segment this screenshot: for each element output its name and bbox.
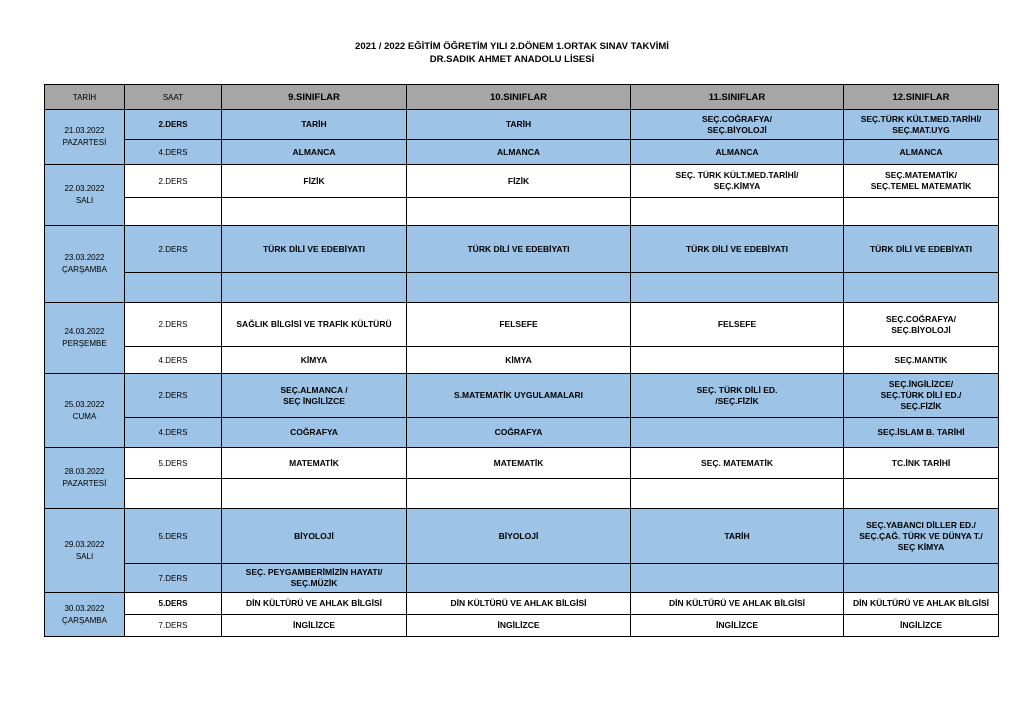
table-row: [45, 615, 999, 637]
exam-subject-c12: SEÇ.YABANCI DİLLER ED./ SEÇ.ÇAĞ. TÜRK VE DÜNYA T./ SEÇ KİMYA: [844, 509, 999, 564]
period-cell: 2.DERS: [125, 226, 222, 273]
date-cell: [45, 303, 125, 374]
period-cell: 4.DERS: [125, 140, 222, 165]
exam-subject-c12: [844, 198, 999, 226]
table-row: [45, 110, 999, 140]
table-row: [45, 593, 999, 615]
exam-date: 21.03.2022: [64, 126, 105, 135]
exam-subject-c10: COĞRAFYA: [407, 418, 631, 448]
exam-subject-c11: SEÇ. MATEMATİK: [631, 448, 844, 479]
exam-schedule-table: [44, 84, 999, 637]
exam-subject-c11: FELSEFE: [631, 303, 844, 347]
exam-subject-c9: MATEMATİK: [222, 448, 407, 479]
exam-subject-c10: KİMYA: [407, 347, 631, 374]
exam-day: SALI: [75, 551, 94, 561]
period-cell: 2.DERS: [125, 110, 222, 140]
table-row: [45, 347, 999, 374]
period-cell: 4.DERS: [125, 418, 222, 448]
header-saat: SAAT: [125, 85, 222, 110]
exam-subject-c10: [407, 479, 631, 509]
table-row: [45, 165, 999, 198]
exam-subject-c12: SEÇ.MANTIK: [844, 347, 999, 374]
period-cell: 4.DERS: [125, 347, 222, 374]
exam-subject-c11: [631, 273, 844, 303]
header-11-siniflar: 11.SINIFLAR: [631, 85, 844, 110]
exam-subject-c9: TARİH: [222, 110, 407, 140]
exam-subject-c10: FİZİK: [407, 165, 631, 198]
exam-subject-c12: İNGİLİZCE: [844, 615, 999, 637]
exam-subject-c11: SEÇ. TÜRK DİLİ ED. /SEÇ.FİZİK: [631, 374, 844, 418]
exam-subject-c12: TC.İNK TARİHİ: [844, 448, 999, 479]
exam-subject-c12: SEÇ.TÜRK KÜLT.MED.TARİHİ/ SEÇ.MAT.UYG: [844, 110, 999, 140]
exam-subject-c9: ALMANCA: [222, 140, 407, 165]
exam-date: 24.03.2022: [64, 327, 105, 336]
period-cell: [125, 273, 222, 303]
document-title: 2021 / 2022 EĞİTİM ÖĞRETİM YILI 2.DÖNEM 1.ORTAK SINAV TAKVİMİ: [355, 41, 669, 52]
exam-subject-c10: TÜRK DİLİ VE EDEBİYATI: [407, 226, 631, 273]
exam-subject-c11: SEÇ. TÜRK KÜLT.MED.TARİHİ/ SEÇ.KİMYA: [631, 165, 844, 198]
date-cell: [45, 593, 125, 637]
exam-subject-c11: [631, 479, 844, 509]
exam-day: ÇARŞAMBA: [62, 615, 107, 625]
date-cell: [45, 448, 125, 509]
period-cell: [125, 479, 222, 509]
exam-subject-c9: SAĞLIK BİLGİSİ VE TRAFİK KÜLTÜRÜ: [222, 303, 407, 347]
exam-subject-c11: TÜRK DİLİ VE EDEBİYATI: [631, 226, 844, 273]
date-cell: [45, 165, 125, 226]
exam-date: 28.03.2022: [64, 467, 105, 476]
exam-day: SALI: [75, 196, 94, 205]
exam-subject-c10: [407, 198, 631, 226]
school-name: DR.SADIK AHMET ANADOLU LİSESİ: [429, 54, 595, 65]
exam-subject-c11: ALMANCA: [631, 140, 844, 165]
exam-subject-c12: ALMANCA: [844, 140, 999, 165]
header-10-siniflar: 10.SINIFLAR: [407, 85, 631, 110]
exam-date: 23.03.2022: [64, 253, 105, 262]
schedule-body: [45, 110, 999, 637]
exam-subject-c12: [844, 564, 999, 593]
exam-subject-c9: KİMYA: [222, 347, 407, 374]
table-row: [45, 226, 999, 273]
table-row: [45, 198, 999, 226]
period-cell: 5.DERS: [125, 448, 222, 479]
exam-day: PERŞEMBE: [62, 339, 107, 348]
exam-subject-c11: İNGİLİZCE: [631, 615, 844, 637]
table-row: [45, 418, 999, 448]
exam-subject-c10: TARİH: [407, 110, 631, 140]
table-row: [45, 303, 999, 347]
exam-subject-c11: [631, 564, 844, 593]
exam-subject-c10: [407, 564, 631, 593]
period-cell: [125, 198, 222, 226]
exam-subject-c10: BİYOLOJİ: [407, 509, 631, 564]
period-cell: 5.DERS: [125, 593, 222, 615]
exam-subject-c10: DİN KÜLTÜRÜ VE AHLAK BİLGİSİ: [407, 593, 631, 615]
exam-subject-c12: SEÇ.İSLAM B. TARİHİ: [844, 418, 999, 448]
period-cell: 7.DERS: [125, 564, 222, 593]
exam-subject-c9: İNGİLİZCE: [222, 615, 407, 637]
exam-day: ÇARŞAMBA: [62, 265, 107, 274]
exam-subject-c12: SEÇ.COĞRAFYA/ SEÇ.BİYOLOJİ: [844, 303, 999, 347]
exam-subject-c12: SEÇ.MATEMATİK/ SEÇ.TEMEL MATEMATİK: [844, 165, 999, 198]
date-cell: [45, 110, 125, 165]
exam-subject-c10: FELSEFE: [407, 303, 631, 347]
exam-subject-c12: [844, 273, 999, 303]
exam-subject-c9: SEÇ.ALMANCA / SEÇ İNGİLİZCE: [222, 374, 407, 418]
exam-subject-c11: [631, 198, 844, 226]
exam-subject-c10: [407, 273, 631, 303]
exam-subject-c9: [222, 479, 407, 509]
exam-subject-c9: SEÇ. PEYGAMBERİMİZİN HAYATI/ SEÇ.MÜZİK: [222, 564, 407, 593]
exam-subject-c9: TÜRK DİLİ VE EDEBİYATI: [222, 226, 407, 273]
exam-day: PAZARTESİ: [62, 138, 107, 147]
exam-subject-c10: S.MATEMATİK UYGULAMALARI: [407, 374, 631, 418]
exam-subject-c11: DİN KÜLTÜRÜ VE AHLAK BİLGİSİ: [631, 593, 844, 615]
exam-subject-c12: TÜRK DİLİ VE EDEBİYATI: [844, 226, 999, 273]
table-row: [45, 564, 999, 593]
table-row: [45, 273, 999, 303]
exam-subject-c12: SEÇ.İNGİLİZCE/ SEÇ.TÜRK DİLİ ED./ SEÇ.FİZİK: [844, 374, 999, 418]
exam-subject-c9: COĞRAFYA: [222, 418, 407, 448]
exam-subject-c12: [844, 479, 999, 509]
exam-subject-c9: [222, 273, 407, 303]
exam-subject-c9: DİN KÜLTÜRÜ VE AHLAK BİLGİSİ: [222, 593, 407, 615]
exam-subject-c9: [222, 198, 407, 226]
date-cell: [45, 374, 125, 448]
period-cell: 2.DERS: [125, 303, 222, 347]
table-row: [45, 509, 999, 564]
period-cell: 2.DERS: [125, 165, 222, 198]
exam-day: CUMA: [72, 411, 97, 421]
exam-date: 25.03.2022: [64, 399, 105, 409]
period-cell: 7.DERS: [125, 615, 222, 637]
period-cell: 2.DERS: [125, 374, 222, 418]
table-row: [45, 479, 999, 509]
exam-subject-c11: [631, 418, 844, 448]
exam-subject-c11: [631, 347, 844, 374]
exam-subject-c10: MATEMATİK: [407, 448, 631, 479]
header-12-siniflar: 12.SINIFLAR: [844, 85, 999, 110]
exam-date: 29.03.2022: [64, 539, 105, 549]
table-row: [45, 140, 999, 165]
exam-date: 22.03.2022: [64, 184, 105, 193]
exam-day: PAZARTESİ: [62, 479, 107, 488]
header-tarih: TARİH: [45, 85, 125, 110]
exam-subject-c11: TARİH: [631, 509, 844, 564]
header-9-siniflar: 9.SINIFLAR: [222, 85, 407, 110]
exam-subject-c10: ALMANCA: [407, 140, 631, 165]
exam-subject-c9: FİZİK: [222, 165, 407, 198]
exam-subject-c11: SEÇ.COĞRAFYA/ SEÇ.BİYOLOJİ: [631, 110, 844, 140]
exam-subject-c12: DİN KÜLTÜRÜ VE AHLAK BİLGİSİ: [844, 593, 999, 615]
date-cell: [45, 509, 125, 593]
period-cell: 5.DERS: [125, 509, 222, 564]
date-cell: [45, 226, 125, 303]
table-row: [45, 448, 999, 479]
header-row: [45, 85, 999, 110]
exam-subject-c10: İNGİLİZCE: [407, 615, 631, 637]
table-row: [45, 374, 999, 418]
exam-subject-c9: BİYOLOJİ: [222, 509, 407, 564]
exam-date: 30.03.2022: [64, 603, 105, 613]
